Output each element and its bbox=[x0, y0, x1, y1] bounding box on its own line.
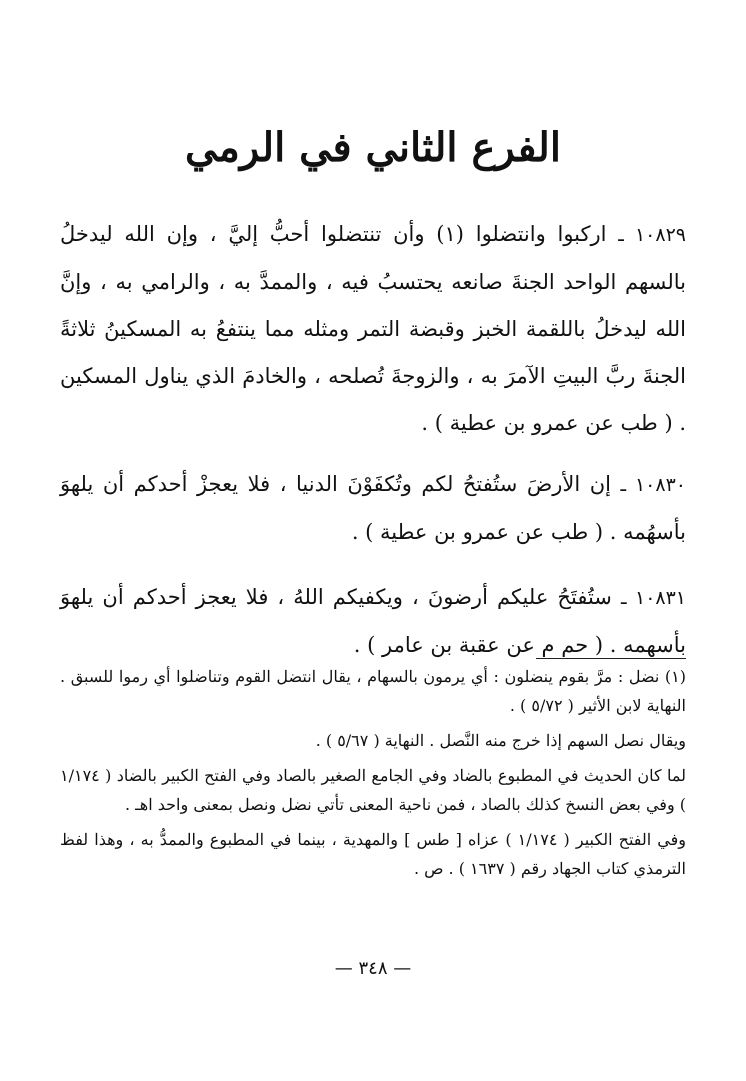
hadith-text: ستُفتَحُ عليكم أرضونَ ، ويكفيكم اللهُ ، فلا يعجز أحدكم أن يلهوَ بأسهمه . ( حم م عن عقبة بن عامر ) . bbox=[60, 585, 686, 657]
hadith-text: اركبوا وانتضلوا (١) وأن تنتضلوا أحبُّ إليَّ ، وإن الله ليدخلُ بالسهم الواحد الجنةَ صانعه يحتسبُ فيه ، والممدَّ به ، والرامي به ، وإنَّ الله ليدخلُ باللقمة الخبز وقبضة التمر ومثله مما ينتفعُ به المسكينُ ثلاثةً الجنةَ ربَّ البيتِ الآمرَ به ، والزوجةَ تُصلحه ، والخادمَ الذي يناول المسكين . ( طب عن عمرو بن عطية ) . bbox=[60, 222, 686, 435]
footnotes bbox=[60, 662, 686, 883]
hadith-number: ١٠٨٢٩ ـ bbox=[618, 224, 686, 246]
document-page bbox=[60, 0, 686, 1081]
page-number: — ٣٤٨ — bbox=[334, 958, 412, 979]
hadith-10830 bbox=[60, 461, 686, 556]
footnote-note-3: لما كان الحديث في المطبوع بالضاد وفي الجامع الصغير بالصاد وفي الفتح الكبير بالضاد ( ١/١٧٤ ) وفي بعض النسخ كذلك بالصاد ، فمن ناحية المعنى تأتي نضل ونصل بمعنى واحد اهـ . bbox=[60, 766, 686, 814]
chapter-title: الفرع الثاني في الرمي bbox=[185, 124, 561, 171]
hadith-text: إن الأرضَ ستُفتحُ لكم وتُكفَوْنَ الدنيا ، فلا يعجزْ أحدكم أن يلهوَ بأسهُمه . ( طب عن عمرو بن عطية ) . bbox=[60, 472, 686, 544]
hadith-10829 bbox=[60, 211, 686, 447]
footnote-note-4: وفي الفتح الكبير ( ١/١٧٤ ) عزاه [ طس ] والمهدية ، بينما في المطبوع والممدُّ به ، وهذا لفظ الترمذي كتاب الجهاد رقم ( ١٦٣٧ ) . ص . bbox=[60, 830, 686, 878]
footnote-note-2: ويقال نصل السهم إذا خرج منه النَّصل . النهاية ( ٥/٦٧ ) . bbox=[315, 731, 686, 750]
hadith-10831 bbox=[60, 574, 686, 669]
footnote-1: (١) نضل : مرَّ بقوم ينضلون : أي يرمون بالسهام ، يقال انتضل القوم وتناضلوا أي رموا للسبق . النهاية لابن الأثير ( ٥/٧٢ ) . bbox=[60, 667, 686, 715]
hadith-number: ١٠٨٣٠ ـ bbox=[620, 474, 686, 496]
footnote-divider bbox=[536, 658, 686, 659]
hadith-number: ١٠٨٣١ ـ bbox=[620, 587, 687, 609]
